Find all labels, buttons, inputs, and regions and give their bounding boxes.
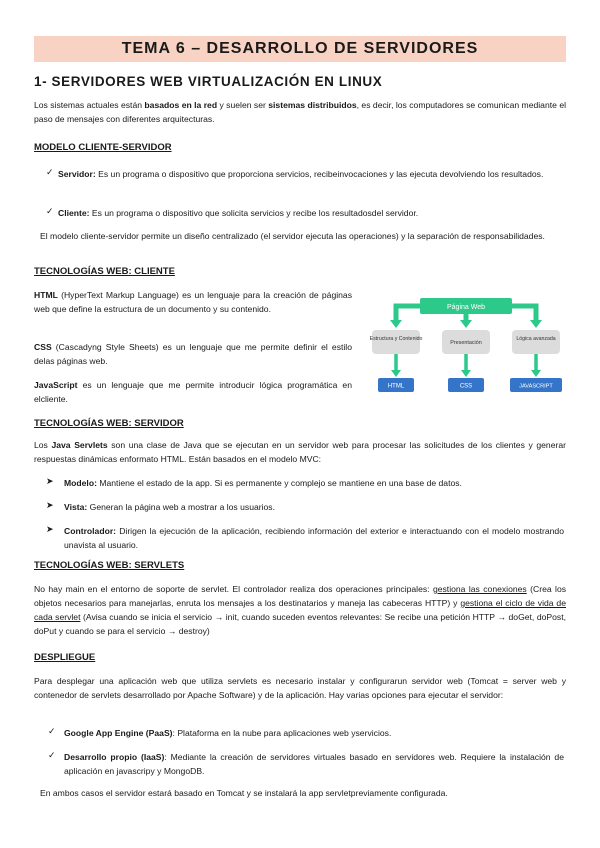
arrowhead-down-right [531,370,541,377]
check-icon: ✓ [46,167,54,177]
page-title: TEMA 6 – DESARROLLO DE SERVIDORES [121,40,479,57]
check-icon: ✓ [48,726,56,736]
arrowhead-right [530,320,542,328]
arrow-left [396,306,420,322]
list-item-cliente: Cliente: Es un programa o dispositivo que solicita servicios y recibe los resultadosdel servidor. [58,208,419,218]
arrowhead-down-center [461,370,471,377]
cliente-servidor-summary: El modelo cliente-servidor permite un diseño centralizado (el servidor ejecuta las operaciones) y la separación de responsabilidades. [40,231,545,241]
servlets-paragraph: No hay main en el entorno de soporte de servlet. El controlador realiza dos operaciones principales: gestiona las conexiones (Crea los objetos necesarios para manejarlas, enruta los mensajes a los destinatarios y maneja las cabeceras HTTP) y gestiona el ciclo de vida de cada servlet (Avisa cuando se inicia el servicio → init, cuando suceden eventos relevantes: Se recibe una petición HTTP → doGet, doPost, doPut y cuando se para el servicio → destroy) [34,584,567,636]
list-item-google-app-engine: Google App Engine (PaaS): Plataforma en la nube para aplicaciones web yservicios. [64,728,392,738]
diagram-html-label: HTML [387,383,405,390]
check-icon: ✓ [48,750,56,760]
diagram-box-logica-label: Lógica avanzada [516,336,556,342]
paragraph-html: HTML (HyperText Markup Language) es un lenguaje para la creación de páginas web que define la estructura de un documento y su contenido. [34,290,352,314]
arrowhead-center [460,320,472,328]
diagram-box-estructura-label: Estructura y Contenido [369,336,423,342]
subheading-cliente-servidor: MODELO CLIENTE-SERVIDOR [34,142,172,153]
diagram-top-label: Página Web [446,304,486,311]
list-item-modelo: Modelo: Mantiene el estado de la app. Si es permanente y complejo se mantiene en una base de datos. [64,478,462,488]
diagram-box-logica [512,330,560,354]
servlets-intro: Los Java Servlets son una clase de Java que se ejecutan en un servidor web para procesar las solicitudes de los clientes y generar respuestas dinámicas enformato HTML. Están basados en el modelo MVC: [34,440,566,464]
paragraph-javascript: JavaScript es un lenguaje que me permite introducir lógica programática en elcliente. [34,380,352,404]
arrowhead-left [390,320,402,328]
diagram-css-label: CSS [459,383,473,390]
arrowhead-down-left [391,370,401,377]
check-icon: ✓ [46,206,54,216]
despliegue-closing: En ambos casos el servidor estará basado en Tomcat y se instalará la app servletpreviamente configurada. [40,788,448,798]
arrow-bullet-icon: ➤ [46,476,54,486]
list-item-vista: Vista: Generan la página web a mostrar a los usuarios. [64,502,275,512]
list-item-servidor: Servidor: Es un programa o dispositivo que proporciona servicios, recibeinvocaciones y las ejecuta devolviendo los resultados. [58,169,544,179]
subheading-web-servidor: TECNOLOGÍAS WEB: SERVIDOR [34,418,184,429]
web-technologies-diagram [368,292,564,398]
diagram-javascript-label: JAVASCRIPT [519,383,553,390]
arrow-bullet-icon: ➤ [46,500,54,510]
arrow-right [512,306,536,322]
subheading-despliegue: DESPLIEGUE [34,652,96,663]
section-heading: 1- SERVIDORES WEB VIRTUALIZACIÓN EN LINUX [34,74,383,89]
paragraph-css: CSS (Cascadyng Style Sheets) es un lenguaje que me permite definir el estilo delas páginas web. [34,342,352,366]
list-item-controlador: Controlador: Dirigen la ejecución de la aplicación, recibiendo información del exterior e interactuando con el modelo mostrando unavista al usuario. [64,526,564,550]
subheading-servlets: TECNOLOGÍAS WEB: SERVLETS [34,560,185,571]
intro-paragraph: Los sistemas actuales están basados en la red y suelen ser sistemas distribuidos, es decir, los computadores se comunican mediante el paso de mensajes con diferentes arquitecturas. [34,100,567,124]
subheading-web-cliente: TECNOLOGÍAS WEB: CLIENTE [34,266,175,277]
despliegue-intro: Para desplegar una aplicación web que utiliza servlets es necesario instalar y configurarun servidor web (Tomcat = server web y contenedor de servlets desarrollado por Apache Software) y de la aplicación. Hay varias opciones para ejecutar el servidor: [34,676,566,700]
arrow-bullet-icon: ➤ [46,524,54,534]
list-item-desarrollo-propio: Desarrollo propio (IaaS): Mediante la creación de servidores virtuales basado en servidores web. Requiere la instalación de aplicación en javascripy y MongoDB. [64,752,564,776]
diagram-box-estructura [372,330,420,354]
diagram-box-presentacion-label: Presentación [450,340,482,346]
